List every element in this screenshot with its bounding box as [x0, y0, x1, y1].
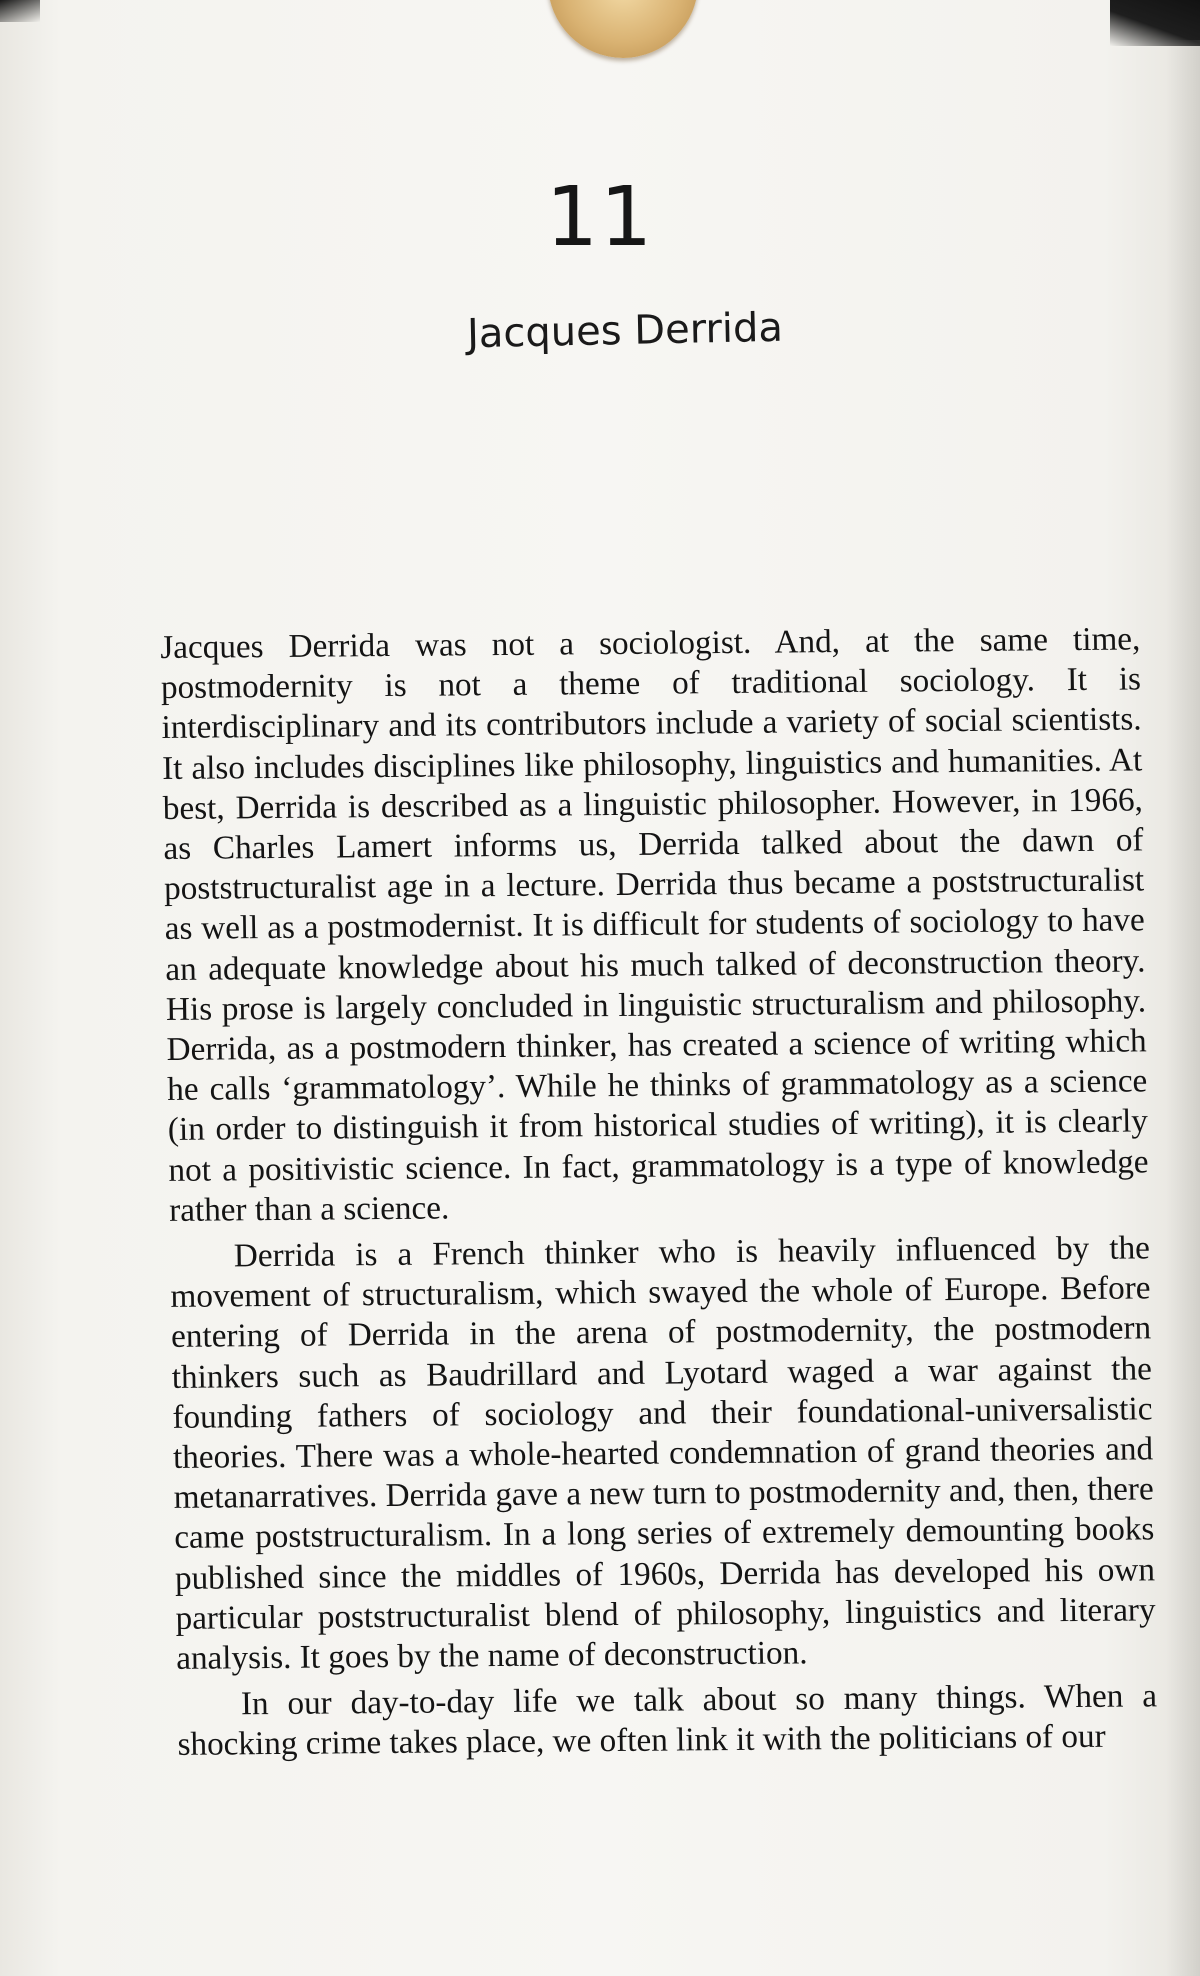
binding-shadow-left [0, 0, 40, 22]
chapter-title: Jacques Derrida [466, 304, 784, 358]
chapter-number: 11 [545, 170, 655, 265]
paragraph-2: Derrida is a French thinker who is heavily influenced by the movement of structuralism, which swayed the whole of Europe. Before entering of Derrida in the arena of postmodernity, the postmodern thinkers such as Baudrillard and Lyotard waged a war against the founding fathers of sociology and their foundational-universalistic theories. There was a whole-hearted condemnation of grand theories and metanarratives. Derrida gave a new turn to postmodernity and, then, there came poststructuralism. In a long series of extremely demounting books published since the middles of 1960s, Derrida has developed his own particular poststructuralist blend of philosophy, linguistics and literary analysis. It goes by the name of deconstruction. [170, 1229, 1156, 1677]
thumb-holding-page [548, 0, 698, 58]
paragraph-1: Jacques Derrida was not a sociologist. And, at the same time, postmodernity is not a theme of traditional sociology. It is interdisciplinary and its contributors include a variety of social scientists. It also includes disciplines like philosophy, linguistics and humanities. At best, Derrida is described as a linguistic philosopher. However, in 1966, as Charles Lamert informs us, Derrida talked about the dawn of poststructuralist age in a lecture. Derrida thus became a poststructuralist as well as a postmodernist. It is difficult for students of sociology to have an adequate knowledge about his much talked of deconstruction theory. His prose is largely concluded in linguistic structuralism and philosophy. Derrida, as a postmodern thinker, has created a science of writing which he calls ‘grammatology’. While he thinks of grammatology as a science (in order to distinguish it from historical studies of writing), it is clearly not a positivistic science. In fact, grammatology is a type of knowledge rather than a science. [160, 620, 1149, 1229]
paragraph-3: In our day-to-day life we talk about so many things. When a shocking crime takes place, we often link it with the politicians of our [177, 1677, 1158, 1764]
chapter-body [160, 619, 1158, 1771]
